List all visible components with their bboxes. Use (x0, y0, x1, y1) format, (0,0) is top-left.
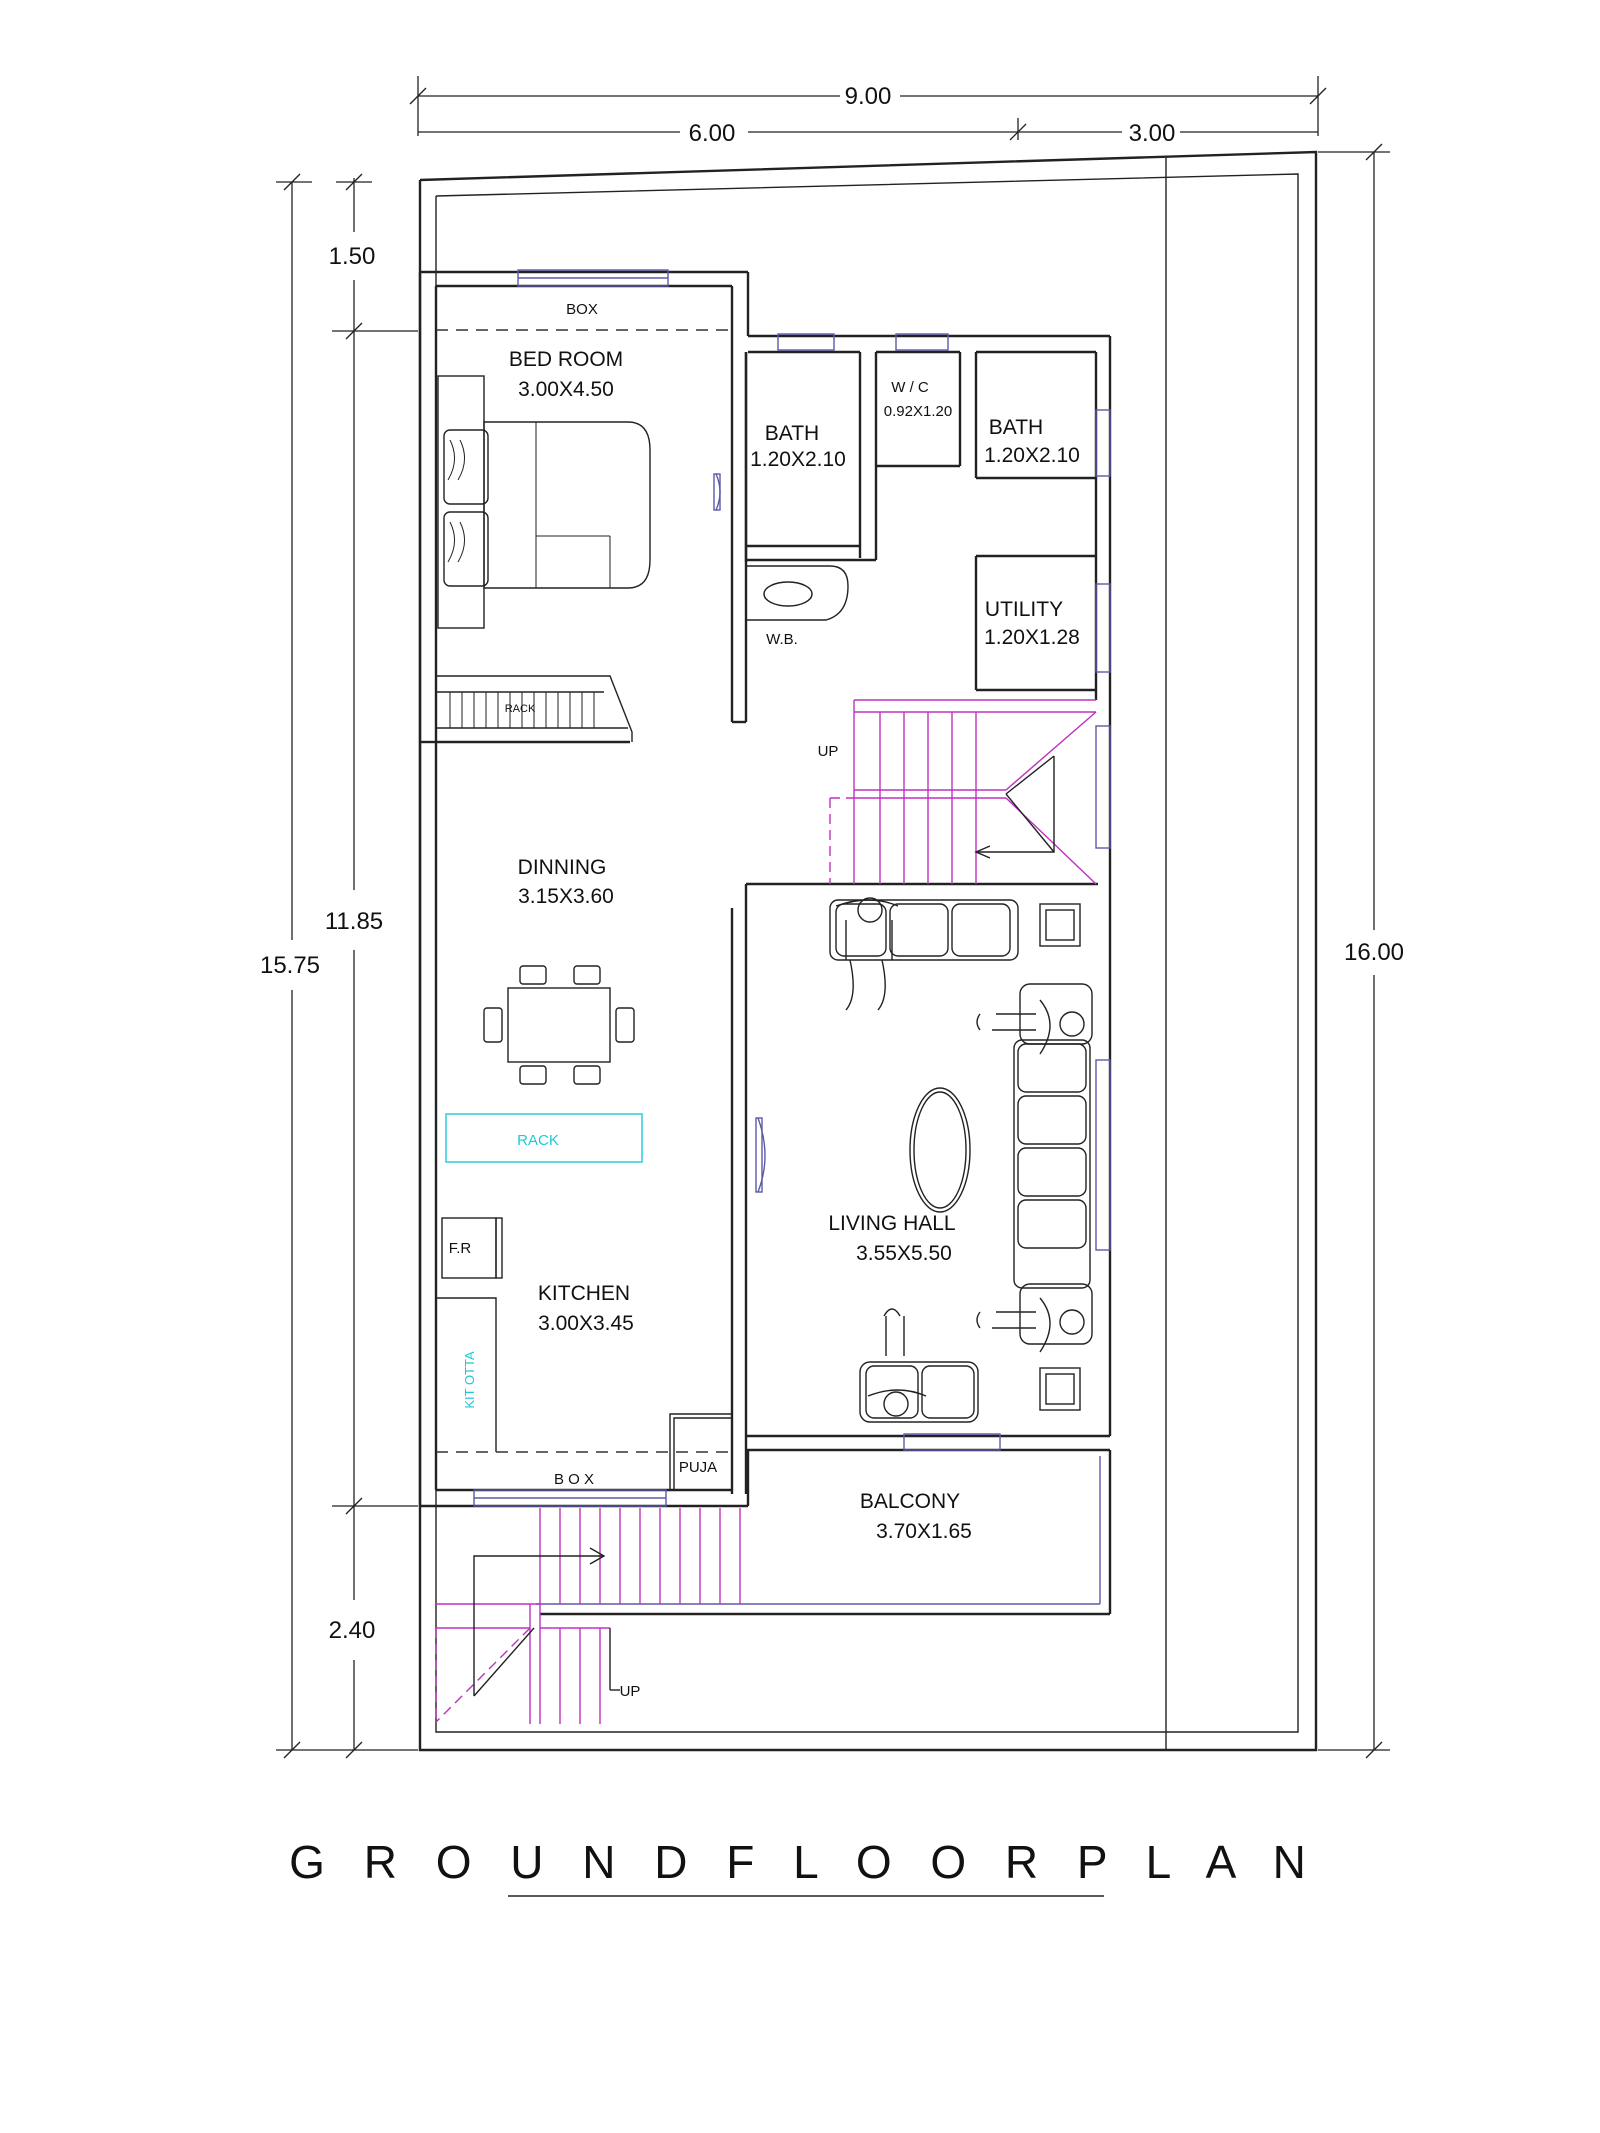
dim-side-width: 3.00 (1128, 120, 1176, 147)
wb-label: W.B. (766, 631, 798, 648)
kit-otta-label: KIT OTTA (462, 1351, 477, 1409)
bed-icon (438, 376, 650, 628)
external-staircase (436, 1508, 740, 1724)
door-swing-icon (756, 1118, 765, 1192)
dinning-size: 3.15X3.60 (518, 885, 614, 908)
wash-basin-icon (746, 566, 848, 620)
plan-title: G R O U N D F L O O R P L A N (289, 1836, 1319, 1888)
rack-bed-label: RACK (504, 703, 536, 715)
dim-right-total: 16.00 (1343, 939, 1405, 966)
bath2-size: 1.20X2.10 (984, 444, 1080, 467)
person-icon (836, 898, 1084, 1416)
living-size: 3.55X5.50 (856, 1242, 952, 1265)
dim-left-mid: 11.85 (324, 908, 384, 935)
dim-overall-width: 9.00 (844, 83, 892, 110)
door-swing-icon (714, 370, 732, 510)
living-name: LIVING HALL (828, 1212, 956, 1235)
puja-label: PUJA (678, 1459, 718, 1476)
balcony-size: 3.70X1.65 (876, 1520, 972, 1543)
dim-left-total: 15.75 (259, 952, 321, 979)
rack-label: RACK (517, 1132, 559, 1149)
dinning-name: DINNING (517, 856, 607, 879)
bath1-name: BATH (764, 422, 820, 445)
armchair-icon (860, 984, 1092, 1422)
dim-left-top: 1.50 (328, 243, 376, 270)
kitchen-size: 3.00X3.45 (538, 1312, 634, 1335)
up-ext-label: UP (619, 1683, 641, 1700)
utility-size: 1.20X1.28 (984, 626, 1080, 649)
dim-front-width: 6.00 (688, 120, 736, 147)
coffee-table-icon (910, 1088, 970, 1212)
bedroom-size: 3.00X4.50 (518, 378, 614, 401)
bath2-name: BATH (988, 416, 1044, 439)
walls (420, 272, 1110, 1614)
internal-staircase (830, 700, 1096, 884)
kitchen-name: KITCHEN (537, 1282, 631, 1305)
up-stair-label: UP (817, 743, 839, 760)
wc-name: W / C (891, 379, 929, 396)
bath1-size: 1.20X2.10 (750, 448, 846, 471)
sofa-icon (1014, 1040, 1090, 1288)
dining-table-icon (484, 966, 634, 1084)
box-label-top: BOX (566, 301, 598, 318)
wc-size: 0.92X1.20 (883, 403, 953, 420)
balcony-name: BALCONY (859, 1490, 961, 1513)
bedroom-name: BED ROOM (508, 348, 624, 371)
box-label-bottom: B O X (553, 1471, 595, 1488)
utility-name: UTILITY (984, 598, 1064, 621)
dim-left-bottom: 2.40 (328, 1617, 376, 1644)
fr-label: F.R (448, 1240, 472, 1257)
